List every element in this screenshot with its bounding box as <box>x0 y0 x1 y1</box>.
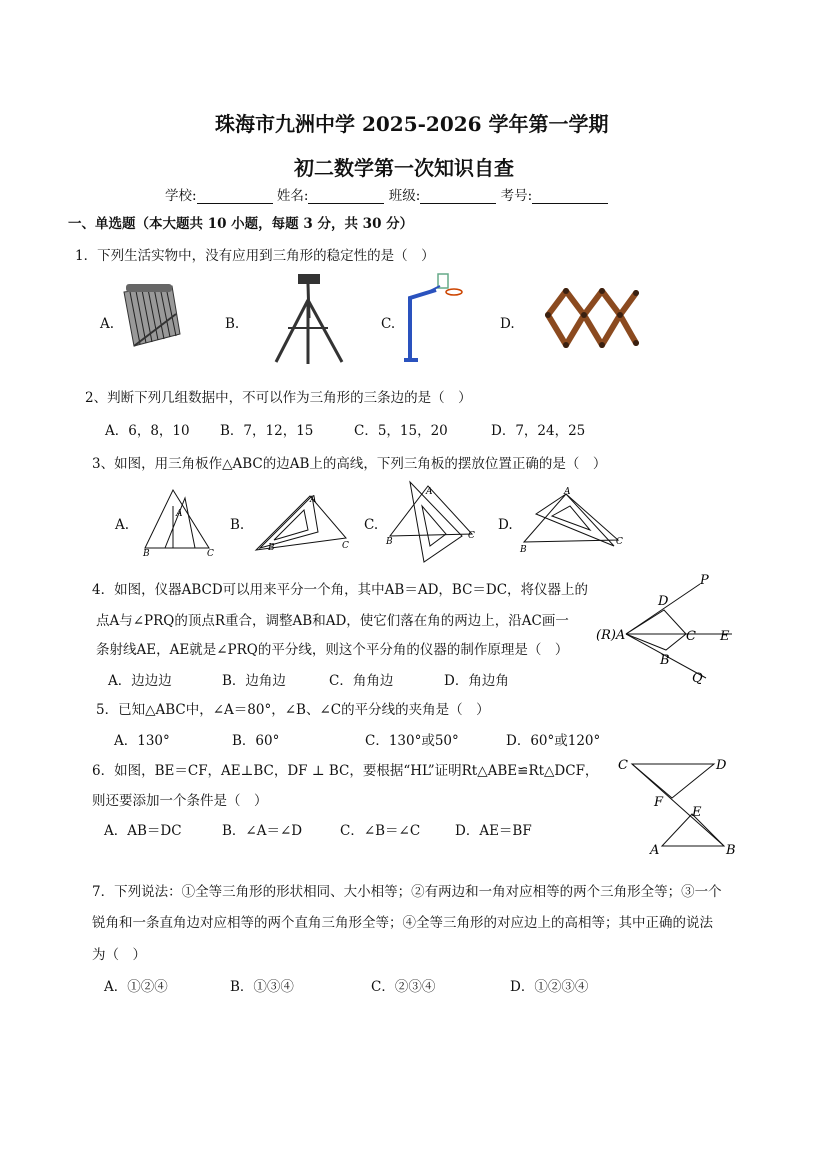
q3d-label-a: A <box>564 487 571 497</box>
q6-label-f: F <box>654 795 664 810</box>
q3a-label-c: C <box>207 549 214 558</box>
q6-line-1: 6．如图，BE＝CF，AE⊥BC，DF ⊥ BC，要根据“HL”证明Rt△ABE≌Rt△DCF， <box>92 763 599 779</box>
q7-option-b[interactable]: B．①③④ <box>230 979 294 995</box>
q4-label-p: P <box>700 573 709 588</box>
q3d-label-c: C <box>616 537 623 547</box>
q3d-label-b: B <box>520 545 527 554</box>
q3-label-b: B. <box>230 517 245 533</box>
q3c-label-b: B <box>386 537 393 547</box>
q4-label-c: C <box>686 629 696 644</box>
q5-option-c[interactable]: C．130°或50° <box>365 733 459 749</box>
q5-option-b[interactable]: B．60° <box>232 733 280 749</box>
q4-option-a[interactable]: A．边边边 <box>108 673 172 689</box>
id-label: 考号: <box>500 188 533 204</box>
q1-label-c: C. <box>381 316 396 332</box>
info-fields <box>165 184 608 204</box>
q6-line-2: 则还要添加一个条件是（ ） <box>92 793 268 809</box>
section-heading: 一、单选题（本大题共 10 小题，每题 3 分，共 30 分） <box>68 216 414 232</box>
q4-line-1: 4．如图，仪器ABCD可以用来平分一个角，其中AB＝AD，BC＝DC，将仪器上的 <box>92 582 589 598</box>
q2-option-d[interactable]: D．7，24，25 <box>491 423 586 439</box>
class-label: 班级: <box>388 188 421 204</box>
q6-label-e: E <box>692 805 702 820</box>
school-field[interactable] <box>197 189 273 204</box>
q6-label-b: B <box>726 843 736 858</box>
q2-option-a[interactable]: A．6，8，10 <box>105 423 190 439</box>
class-field[interactable] <box>420 189 496 204</box>
q2-stem: 2、判断下列几组数据中，不可以作为三角形的三条边的是（ ） <box>85 390 472 406</box>
id-field[interactable] <box>532 189 608 204</box>
q3a-label-b: B <box>143 549 150 558</box>
name-field[interactable] <box>308 189 384 204</box>
q3-label-a: A. <box>115 517 130 533</box>
basketball-hoop-image <box>400 272 468 364</box>
q3-figure-a <box>135 484 217 558</box>
q6-option-a[interactable]: A．AB＝DC <box>104 823 182 839</box>
q3b-label-a: A <box>310 495 317 505</box>
q3c-label-a: A <box>426 487 433 497</box>
q2-option-b[interactable]: B．7，12，15 <box>220 423 314 439</box>
q4-line-3: 条射线AE，AE就是∠PRQ的平分线，则这个平分角的仪器的制作原理是（ ） <box>96 642 569 658</box>
q6-label-d: D <box>716 758 727 773</box>
q4-label-ra: (R)A <box>596 628 626 643</box>
q1-stem: 1．下列生活实物中，没有应用到三角形的稳定性的是（ ） <box>75 248 435 264</box>
q3c-label-c: C <box>468 531 475 541</box>
q4-label-b: B <box>660 653 670 668</box>
q7-option-d[interactable]: D．①②③④ <box>510 979 589 995</box>
q5-option-d[interactable]: D．60°或120° <box>506 733 601 749</box>
q7-line-2: 锐角和一条直角边对应相等的两个直角三角形全等；④全等三角形的对应边上的高相等；其中正确的说法 <box>92 915 713 931</box>
q4-label-e: E <box>720 629 730 644</box>
q4-line-2: 点A与∠PRQ的顶点R重合，调整AB和AD，使它们落在角的两边上，沿AC画一 <box>96 613 569 629</box>
name-label: 姓名: <box>276 188 309 204</box>
q6-option-d[interactable]: D．AE＝BF <box>455 823 532 839</box>
camera-tripod-image <box>268 270 348 366</box>
q4-option-d[interactable]: D．角边角 <box>444 673 509 689</box>
q7-line-1: 7．下列说法：①全等三角形的形状相同、大小相等；②有两边和一角对应相等的两个三角形全等；③一个 <box>92 884 722 900</box>
exam-subtitle: 初二数学第一次知识自查 <box>294 156 514 180</box>
q3b-label-c: C <box>342 541 349 551</box>
q1-label-b: B. <box>225 316 240 332</box>
q4-label-q: Q <box>692 671 703 686</box>
q6-option-b[interactable]: B．∠A＝∠D <box>222 823 303 839</box>
q1-label-d: D. <box>500 316 515 332</box>
exam-title: 珠海市九洲中学 2025-2026 学年第一学期 <box>215 112 609 136</box>
q6-option-c[interactable]: C．∠B＝∠C <box>340 823 421 839</box>
q6-label-a: A <box>650 843 660 858</box>
q3-stem: 3、如图，用三角板作△ABC的边AB上的高线，下列三角板的摆放位置正确的是（ ） <box>92 456 607 472</box>
q3-figure-d <box>518 484 628 554</box>
q6-figure <box>616 754 740 860</box>
q3b-label-b: B <box>268 543 275 553</box>
q6-label-c: C <box>618 758 628 773</box>
q4-option-b[interactable]: B．边角边 <box>222 673 286 689</box>
q7-line-3: 为（ ） <box>92 947 146 963</box>
solar-water-heater-image <box>120 284 182 354</box>
q5-option-a[interactable]: A．130° <box>114 733 170 749</box>
q3-label-c: C. <box>364 517 379 533</box>
q5-stem: 5．已知△ABC中，∠A＝80°，∠B、∠C的平分线的夹角是（ ） <box>96 702 490 718</box>
school-label: 学校: <box>165 188 197 204</box>
q7-option-c[interactable]: C．②③④ <box>371 979 436 995</box>
q4-figure <box>596 572 746 686</box>
q7-option-a[interactable]: A．①②④ <box>104 979 168 995</box>
q3-figure-b <box>250 488 356 558</box>
q4-label-d: D <box>658 594 669 609</box>
q3a-label-a: A <box>176 509 183 519</box>
q1-label-a: A. <box>100 316 115 332</box>
q3-label-d: D. <box>498 517 513 533</box>
q3-figure-c <box>382 478 482 568</box>
folding-wooden-rack-image <box>542 285 640 353</box>
q4-option-c[interactable]: C．角角边 <box>329 673 394 689</box>
q2-option-c[interactable]: C．5，15，20 <box>354 423 448 439</box>
